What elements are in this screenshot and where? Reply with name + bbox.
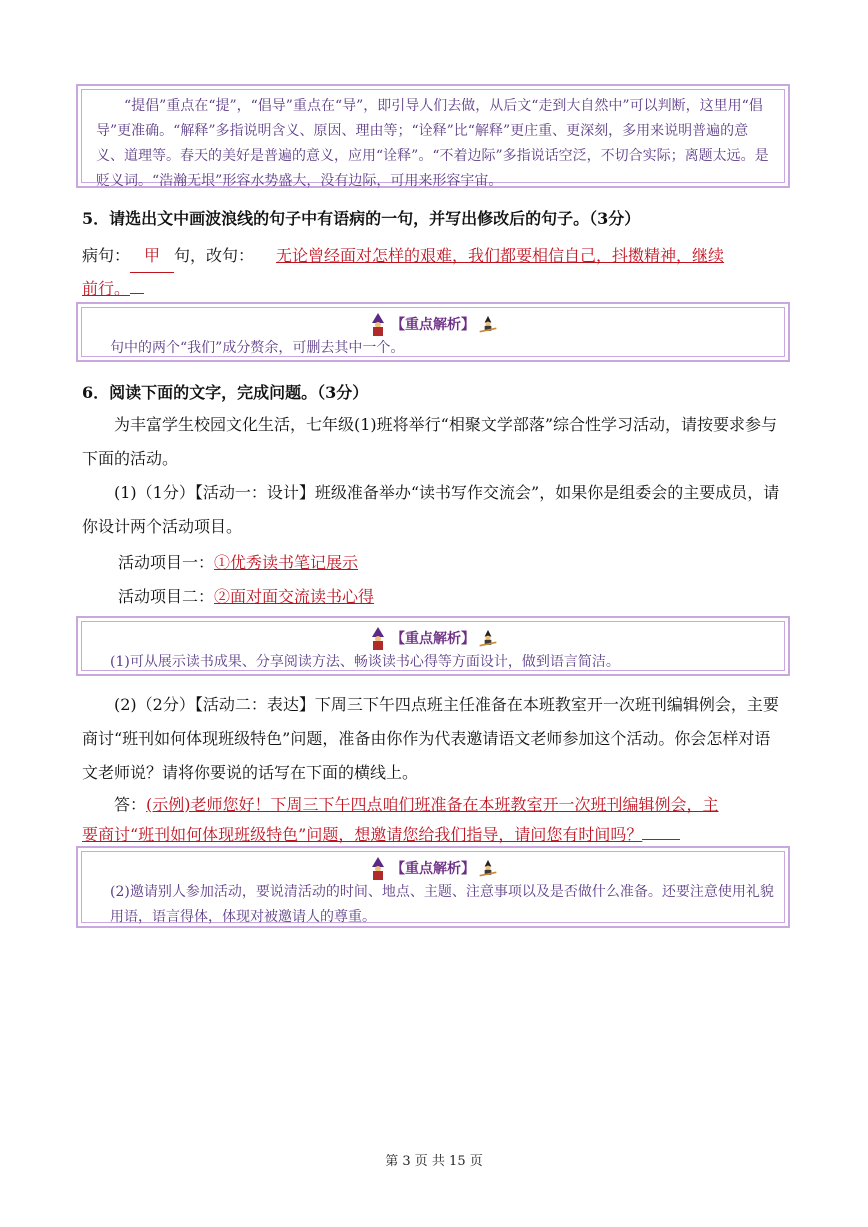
item-2-label: 活动项目二： bbox=[118, 587, 215, 606]
question-6-part2: (2)（2分）【活动二：表达】下周三下午四点班主任准备在本班教室开一次班刊编辑例会，主要商讨“班刊如何体现班级特色”问题，准备由你作为代表邀请语文老师参加这个活动。你会怎样对语文老师说？请将你要说的话写在下面的横线上。 bbox=[82, 695, 779, 782]
analysis-box-1 bbox=[76, 84, 790, 188]
analysis-box-2 bbox=[76, 302, 790, 362]
answer-gai-blank bbox=[130, 293, 144, 294]
item-1-answer: ①优秀读书笔记展示 bbox=[214, 553, 359, 572]
witch-icon bbox=[478, 313, 498, 337]
item-2 bbox=[82, 580, 822, 614]
answer-gai-line1: 无论曾经面对怎样的艰难，我们都要相信自己，抖擞精神，继续 bbox=[276, 246, 725, 265]
item-2-answer: ②面对面交流读书心得 bbox=[214, 587, 375, 606]
question-6-answer bbox=[82, 790, 786, 850]
item-1-label: 活动项目一： bbox=[118, 553, 215, 572]
question-5-answer bbox=[82, 240, 782, 305]
answer-label: 答： bbox=[114, 795, 147, 814]
key-analysis-badge bbox=[368, 626, 498, 652]
label-gai: 句，改句： bbox=[174, 246, 255, 265]
answer-line-1: (示例)老师您好！下周三下午四点咱们班准备在本班教室开一次班刊编辑例会，主 bbox=[146, 795, 719, 814]
analysis-box-2-inner bbox=[81, 307, 785, 357]
answer-blank bbox=[642, 839, 680, 840]
analysis-text-4: (2)邀请别人参加活动，要说清活动的时间、地点、主题、注意事项以及是否做什么准备。还要注意使用礼貌用语，语言得体，体现对被邀请人的尊重。 bbox=[110, 884, 774, 925]
answer-line-2: 要商讨“班刊如何体现班级特色”问题，想邀请您给我们指导，请问您有时间吗？ bbox=[82, 825, 643, 844]
answer-bing: 甲 bbox=[130, 240, 174, 273]
question-6-part1: (1)（1分）【活动一：设计】班级准备举办“读书写作交流会”，如果你是组委会的主要成员，请你设计两个活动项目。 bbox=[82, 483, 780, 536]
question-5-title: 5．请选出文中画波浪线的句子中有语病的一句，并写出修改后的句子。（3分） bbox=[82, 209, 641, 228]
analysis-text-3: (1)可从展示读书成果、分享阅读方法、畅谈读书心得等方面设计，做到语言简洁。 bbox=[110, 654, 620, 670]
analysis-box-4-inner bbox=[81, 851, 785, 923]
analysis-box-3-inner bbox=[81, 621, 785, 671]
page-footer: 第 3 页 共 15 页 bbox=[385, 1154, 483, 1169]
label-bing: 病句： bbox=[82, 246, 131, 265]
wizard-icon bbox=[368, 627, 388, 651]
question-6-title: 6．阅读下面的文字，完成问题。（3分） bbox=[82, 383, 369, 402]
badge-label: 【重点解析】 bbox=[391, 860, 475, 877]
analysis-box-1-inner bbox=[81, 89, 785, 189]
key-analysis-badge bbox=[368, 856, 498, 882]
badge-label: 【重点解析】 bbox=[391, 316, 475, 333]
witch-icon bbox=[478, 627, 498, 651]
wizard-icon bbox=[368, 857, 388, 881]
badge-label: 【重点解析】 bbox=[391, 630, 475, 647]
analysis-text-2: 句中的两个“我们”成分赘余，可删去其中一个。 bbox=[110, 340, 405, 356]
key-analysis-badge bbox=[368, 312, 498, 338]
item-1 bbox=[82, 546, 822, 580]
analysis-text-1: “提倡”重点在“提”，“倡导”重点在“导”，即引导人们去做，从后文“走到大自然中”可以判断，这里用“倡导”更准确。“解释”多指说明含义、原因、理由等；“诠释”比“解释”更庄重、更深刻，多用来说明普遍的意义、道理等。春天的美好是普遍的意义，应用“诠释”。“不着边际”多指说话空泛，不切合实际；离题太远。是贬义词。“浩瀚无垠”形容水势盛大，没有边际，可用来形容宇宙。 bbox=[96, 98, 769, 189]
question-6-intro: 为丰富学生校园文化生活，七年级(1)班将举行“相聚文学部落”综合性学习活动，请按要求参与下面的活动。 bbox=[82, 415, 778, 468]
witch-icon bbox=[478, 857, 498, 881]
analysis-box-3 bbox=[76, 616, 790, 676]
answer-gai-line2: 前行。 bbox=[82, 279, 131, 298]
wizard-icon bbox=[368, 313, 388, 337]
analysis-box-4 bbox=[76, 846, 790, 928]
